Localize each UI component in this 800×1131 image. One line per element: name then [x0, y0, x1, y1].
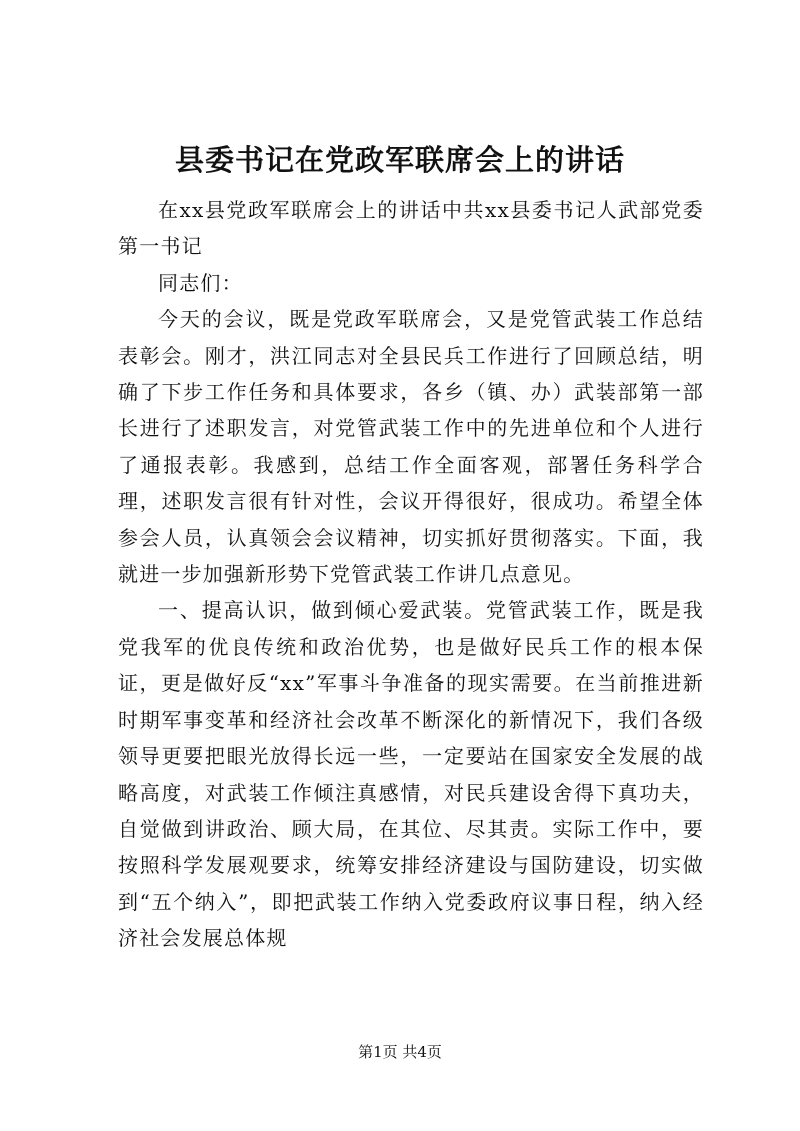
page-number-footer: 第1页 共4页 [358, 1043, 442, 1061]
section-one-paragraph: 一、提高认识，做到倾心爱武装。党管武装工作，既是我党我军的优良传统和政治优势，也是做好民兵工作的根本保证，更是做好反“xx”军事斗争准备的现实需要。在当前推进新时期军事变革和经济社会改革不断深化的新情况下，我们各级领导更要把眼光放得长远一些，一定要站在国家安全发展的战略高度，对武装工作倾注真感情，对民兵建设舍得下真功夫，自觉做到讲政治、顾大局，在其位、尽其责。实际工作中，要按照科学发展观要求，统筹安排经济建设与国防建设，切实做到“五个纳入”，即把武装工作纳入党委政府议事日程，纳入经济社会发展总体规 [118, 598, 704, 951]
document-title: 县委书记在党政军联席会上的讲话 [174, 143, 625, 177]
salutation-paragraph: 同志们： [158, 270, 243, 295]
body-paragraph: 今天的会议，既是党政军联席会，又是党管武装工作总结表彰会。刚才，洪江同志对全县民兵工作进行了回顾总结，明确了下步工作任务和具体要求，各乡（镇、办）武装部第一部长进行了述职发言，对党管武装工作中的先进单位和个人进行了通报表彰。我感到，总结工作全面客观，部署任务科学合理，述职发言很有针对性，会议开得很好，很成功。希望全体参会人员，认真领会会议精神，切实抓好贯彻落实。下面，我就进一步加强新形势下党管武装工作讲几点意见。 [118, 307, 704, 587]
intro-paragraph: 在xx县党政军联席会上的讲话中共xx县委书记人武部党委第一书记 [118, 198, 704, 259]
document-body [118, 192, 704, 957]
